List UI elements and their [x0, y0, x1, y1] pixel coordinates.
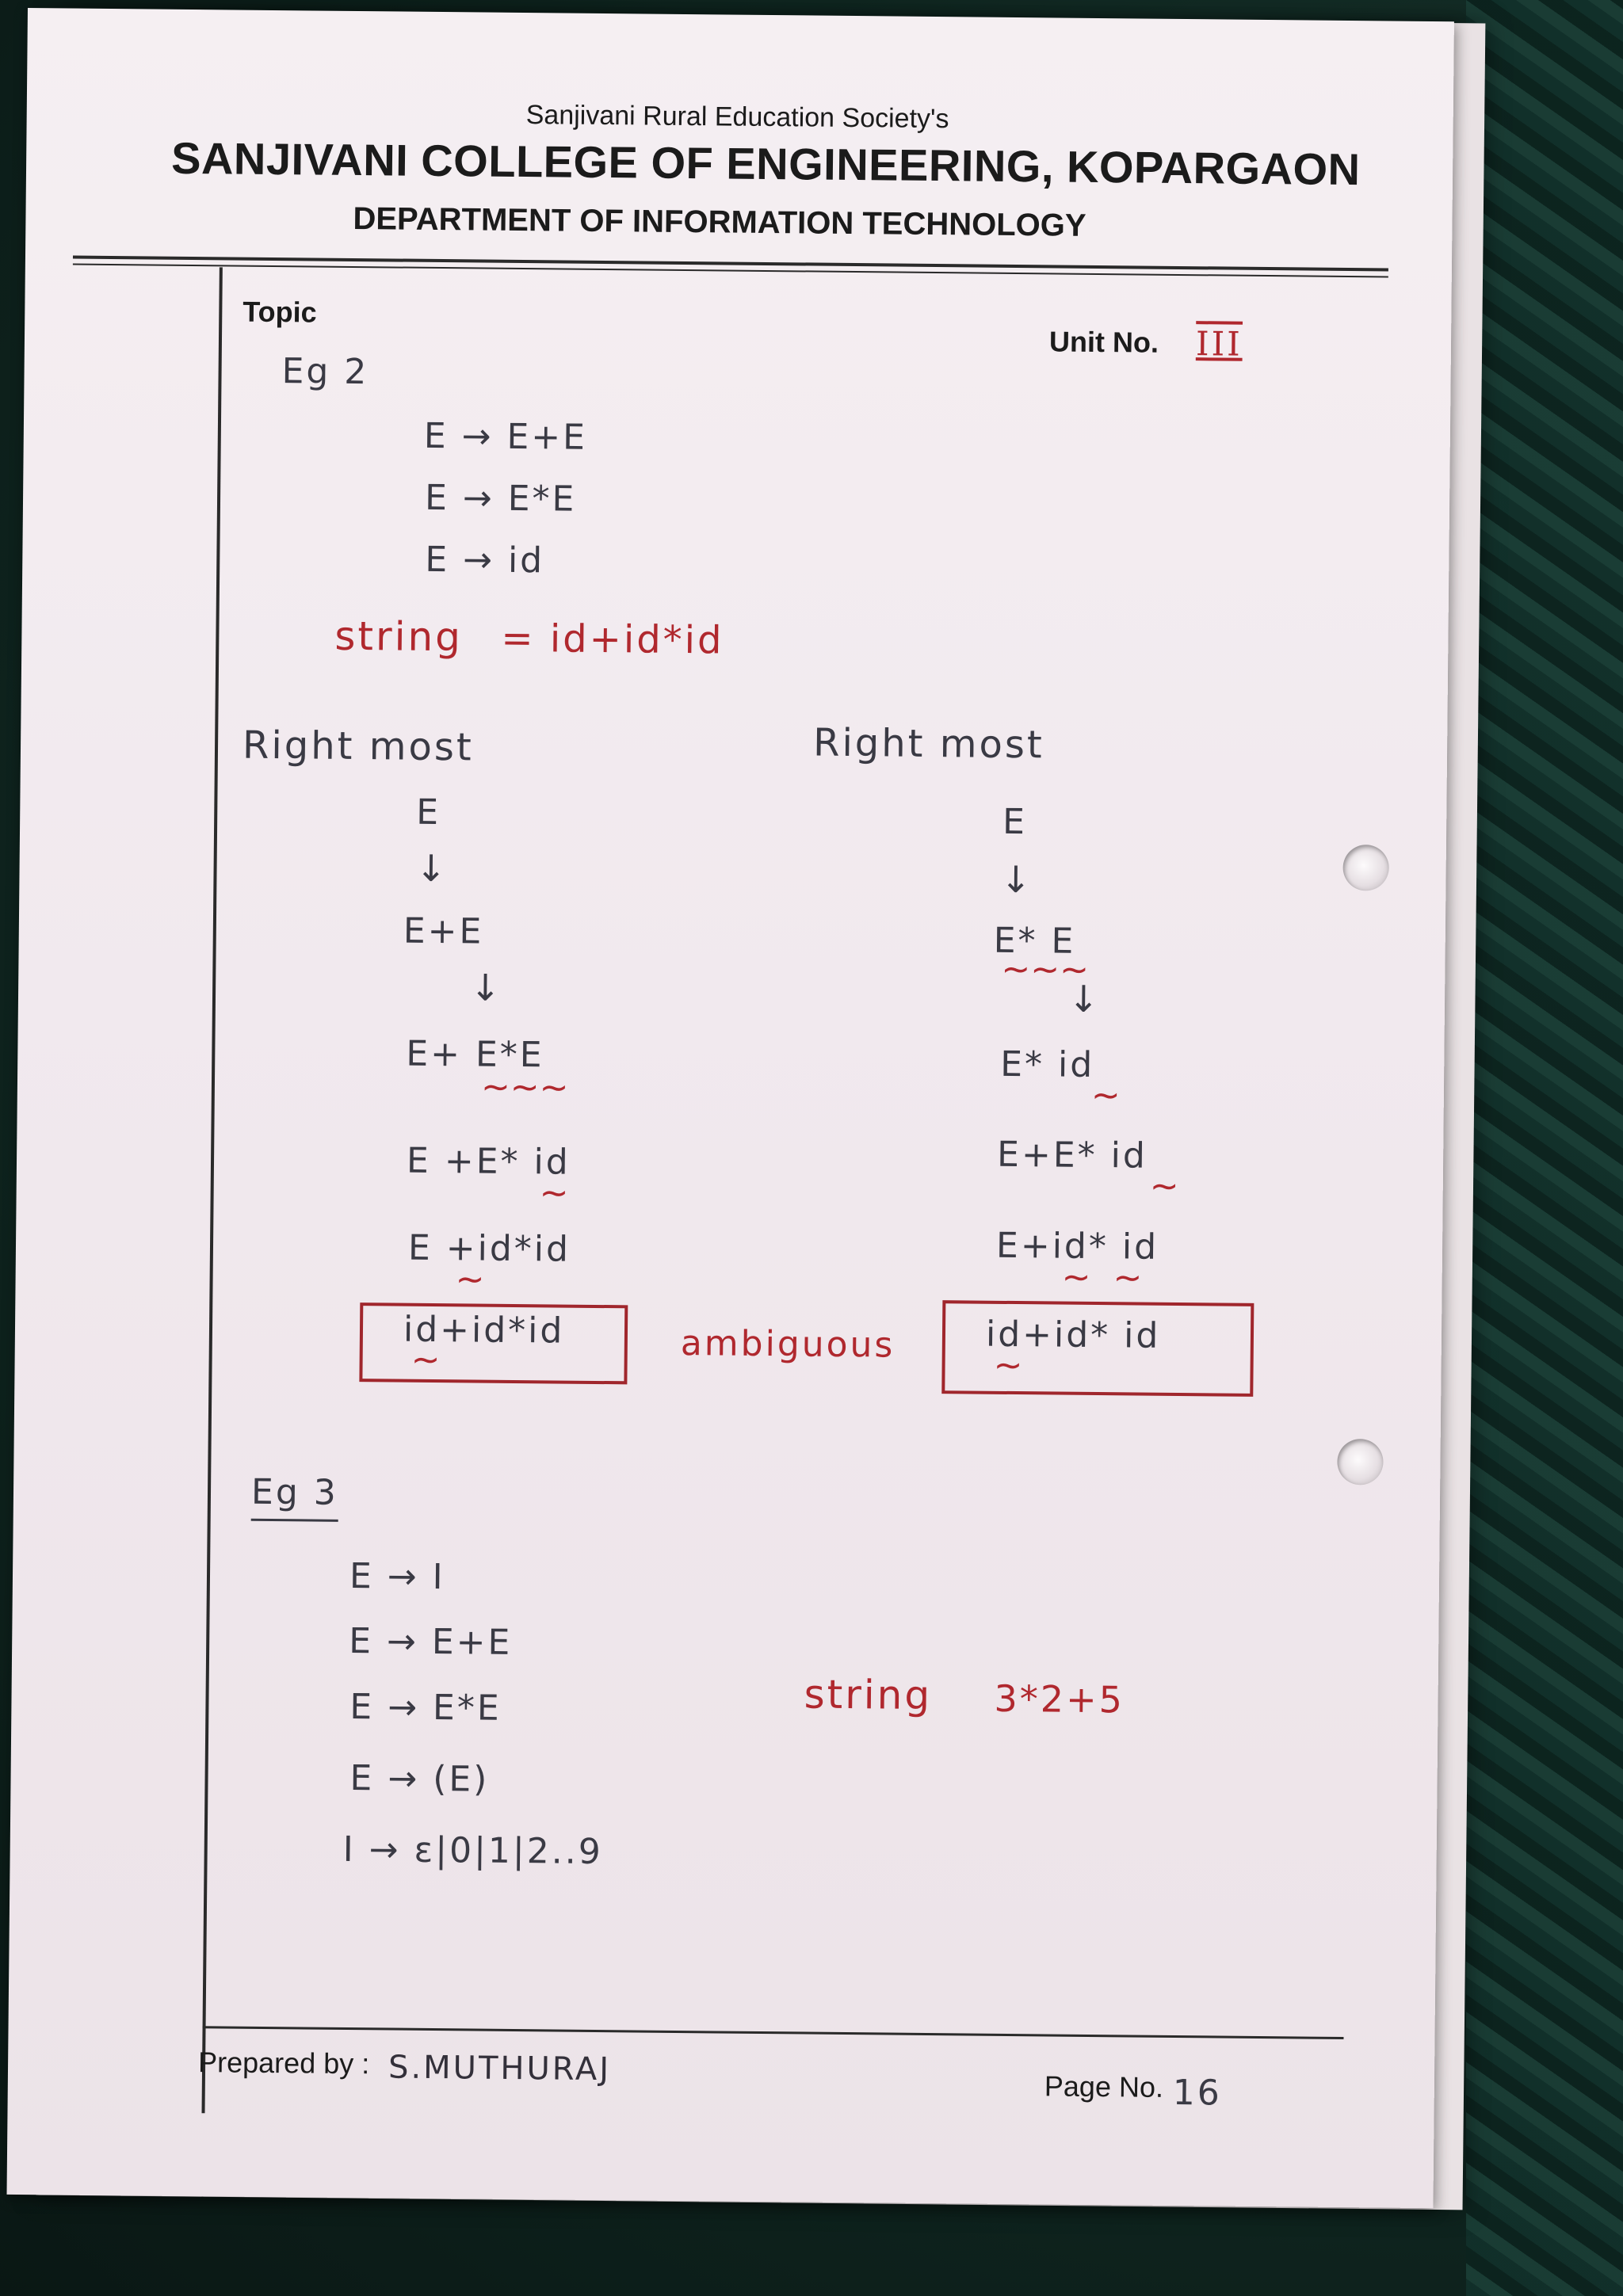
eg3-rule-4: E → (E) — [349, 1758, 490, 1800]
left-step-3: E+ E*E — [406, 1033, 544, 1076]
left-underline-4: ~ — [539, 1173, 569, 1214]
ambiguous-note: ambiguous — [680, 1322, 896, 1366]
left-step-1: E — [416, 791, 441, 833]
right-underline-4: ~ — [1149, 1165, 1179, 1207]
right-arrow-1: ↓ — [1000, 857, 1032, 902]
right-underline-2: ~~~ — [1001, 948, 1090, 990]
left-step-6: id+id*id — [403, 1309, 565, 1352]
right-underline-5: ~ ~ — [1061, 1257, 1143, 1299]
left-step-2: E+E — [403, 910, 484, 952]
prepared-label: Prepared by : — [197, 2046, 370, 2081]
eg3-string-value: 3*2+5 — [994, 1676, 1125, 1722]
right-derivation-heading: Right most — [812, 720, 1045, 768]
left-arrow-1: ↓ — [415, 846, 447, 891]
eg2-title: Eg 2 — [281, 351, 369, 393]
eg2-rule-1: E → E+E — [423, 415, 588, 458]
society-name: Sanjivani Rural Education Society's — [525, 100, 949, 135]
left-underline-5: ~ — [455, 1259, 485, 1300]
left-underline-3: ~~~ — [480, 1066, 569, 1108]
eg3-rule-1: E → I — [349, 1555, 445, 1598]
right-arrow-2: ↓ — [1067, 977, 1099, 1021]
right-underline-3: ~ — [1090, 1074, 1121, 1116]
prepared-value: S.MUTHURAJ — [388, 2049, 612, 2088]
punch-hole-bottom — [1337, 1439, 1384, 1486]
right-step-3: E* id — [1000, 1043, 1095, 1085]
page-value: 16 — [1172, 2072, 1223, 2114]
eg3-rule-2: E → E+E — [348, 1620, 513, 1663]
eg2-rule-2: E → E*E — [424, 477, 577, 520]
right-step-6: id+id* id — [985, 1314, 1161, 1356]
eg3-title: Eg 3 — [251, 1472, 338, 1522]
eg3-rule-3: E → E*E — [349, 1687, 502, 1729]
eg2-rule-3: E → id — [425, 539, 545, 582]
department-name: DEPARTMENT OF INFORMATION TECHNOLOGY — [353, 200, 1086, 243]
eg3-string-label: string — [804, 1671, 933, 1719]
right-underline-6: ~ — [993, 1344, 1023, 1386]
margin-line — [202, 267, 223, 2113]
left-underline-6: ~ — [411, 1339, 441, 1381]
page-label: Page No. — [1044, 2069, 1164, 2103]
left-derivation-heading: Right most — [242, 723, 474, 770]
eg2-string-label: string — [334, 612, 464, 661]
notes-sheet — [7, 8, 1454, 2208]
right-step-1: E — [1002, 801, 1028, 843]
right-step-5: E+id* id — [995, 1225, 1159, 1268]
left-step-5: E +id*id — [407, 1227, 571, 1270]
topic-label: Topic — [242, 295, 317, 329]
unit-value: III — [1195, 324, 1243, 364]
eg2-string-value: = id+id*id — [501, 616, 724, 663]
footer-rule — [203, 2026, 1344, 2039]
header-rule-top — [73, 256, 1388, 272]
punch-hole-top — [1342, 845, 1389, 891]
eg3-rule-5: I → ε|0|1|2..9 — [342, 1829, 603, 1873]
college-name: SANJIVANI COLLEGE OF ENGINEERING, KOPARGAON — [170, 132, 1361, 195]
unit-label: Unit No. — [1048, 325, 1159, 359]
left-step-4: E +E* id — [406, 1140, 571, 1183]
binder-cover — [1466, 0, 1623, 2296]
right-step-2: E* E — [993, 920, 1076, 962]
right-step-4: E+E* id — [996, 1134, 1148, 1177]
left-arrow-2: ↓ — [469, 966, 501, 1009]
